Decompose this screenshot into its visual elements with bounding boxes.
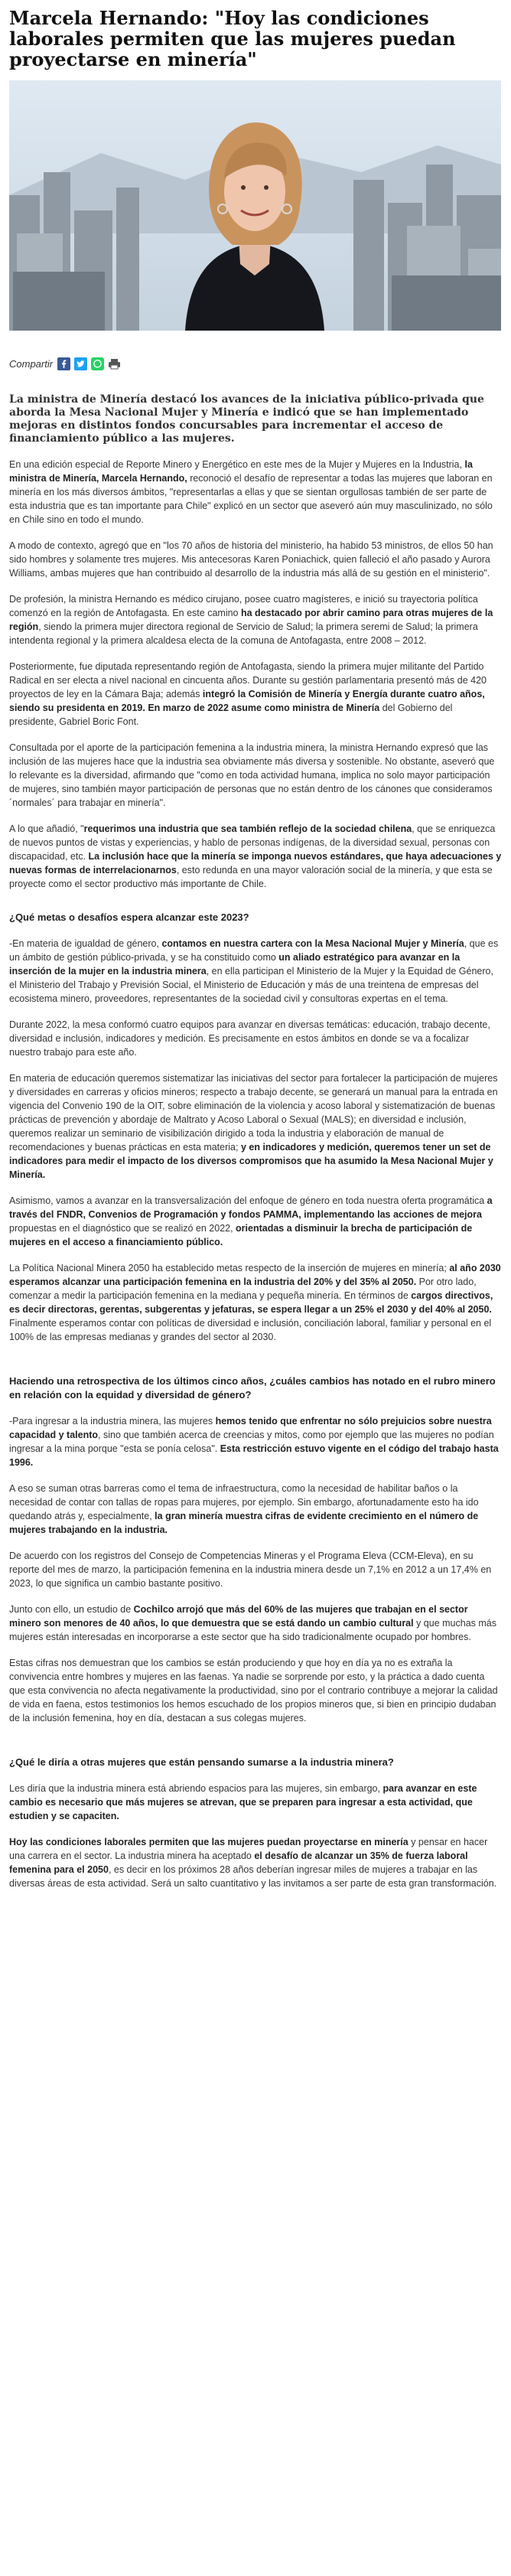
article-photo bbox=[9, 80, 501, 331]
paragraph: Consultada por el aporte de la participación femenina a la industria minera, la ministra Hernando expresó que las inclusión de las mujeres hace que la industria sea obviamente más diversa y sostenible. No obstante, aseveró que lo relevante es la diversidad, afirmando que "como en toda actividad humana, implica no solo mayor participación de mujeres, sino también mayor participación de personas que no están dentro de los cánones que consideramos ´normales´ para trabajar en minería". bbox=[9, 742, 495, 808]
question-heading: ¿Qué metas o desafíos espera alcanzar este 2023? bbox=[9, 911, 249, 923]
paragraph: A lo que añadió, "requerimos una industria que sea también reflejo de la sociedad chilena, que se enriquezca de nuevos puntos de vistas y experiencias, y hablo de personas indígenas, de la diversidad sexual, personas con discapacidad, etc. La inclusión hace que la minería se imponga nuevos estándares, que haya adecuaciones y nuevas formas de interrelacionarnos, esto redunda en una mayor valoración social de la minería, y que esta se proyecte como el sector productivo más importante de Chile. bbox=[9, 823, 502, 889]
paragraph: En una edición especial de Reporte Minero y Energético en este mes de la Mujer y Mujeres en la Industria, la ministra de Minería, Marcela Hernando, reconoció el desafío de representar a todas las mujeres que laboran en minería en los más diversos ámbitos, "representarlas a ellas y que se sientan orgullosas también de ser parte de esta industria que es tan importante para Chile" explicó en un sector que aseveró aún muy masculinizado, no sólo en Chile sino en todo el mundo. bbox=[9, 459, 493, 525]
paragraph: Hoy las condiciones laborales permiten que las mujeres puedan proyectarse en minería y pensar en hacer una carrera en el sector. La industria minera ha aceptado el desafío de alcanzar un 35% de fuerza laboral femenina para el 2050, es decir en los próximos 28 años deberían ingresar miles de mujeres a trabajar en las diversas áreas de esta actividad. Será un salto cuantitativo y las invitamos a ser parte de esta gran transformación. bbox=[9, 1837, 497, 1889]
paragraph: -Para ingresar a la industria minera, las mujeres hemos tenido que enfrentar no sólo prejuicios sobre nuestra capacidad y talento, sino que también acerca de creencias y mitos, como por ejemplo que las mujeres no podían ingresar a la mina porque "esta se ponía celosa". Esta restricción estuvo vigente en el código del trabajo hasta 1996. bbox=[9, 1416, 499, 1468]
paragraph: Estas cifras nos demuestran que los cambios se están produciendo y que hoy en día ya no es extraña la convivencia entre hombres y mujeres en las faenas. Ya nadie se sorprende por esto, y la práctica a dado cuenta que esta convivencia no afecta negativamente la productividad, sino por el contrario contribuye a mejorar la calidad de vida en faena, estos testimonios los hemos escuchado de los propios mineros que, si bien en principio dudaban de la inclusión femenina, hoy en día, destacan a sus colegas mujeres. bbox=[9, 1658, 498, 1723]
question-heading: Haciendo una retrospectiva de los últimos cinco años, ¿cuáles cambios has notado en el rubro minero en relación con la equidad y diversidad de género? bbox=[9, 1375, 496, 1400]
paragraph: A modo de contexto, agregó que en "los 70 años de historia del ministerio, ha habido 53 ministros, de ellos 50 han sido hombres y solamente tres mujeres. Mis antecesoras Karen Poniachick, quien falleció el año pasado y Aurora Williams, ambas mujeres que han contribuido al desarrollo de la industria más allá de su gestión en el ministerio". bbox=[9, 540, 493, 579]
paragraph: Junto con ello, un estudio de Cochilco arrojó que más del 60% de las mujeres que trabajan en el sector minero son menores de 40 años, lo que demuestra que se está dando un cambio cultural y que muchas más mujeres están interesadas en incorporarse a este sector que ha sido tradicionalmente ocupado por hombres. bbox=[9, 1604, 496, 1642]
portrait-illustration bbox=[9, 80, 501, 331]
article-title: Marcela Hernando: "Hoy las condiciones laborales permiten que las mujeres puedan proyectarse en minería" bbox=[9, 7, 456, 70]
article bbox=[0, 8, 511, 1890]
print-icon[interactable] bbox=[108, 357, 121, 370]
paragraph: -En materia de igualdad de género, contamos en nuestra cartera con la Mesa Nacional Mujer y Minería, que es un ámbito de gestión público-privada, y se ha constituido como un aliado estratégico para avanzar en la inserción de la mujer en la industria minera, en ella participan el Ministerio de la Mujer y la Equidad de Género, el Ministerio del Trabajo y Previsión Social, el Ministerio de Educación y más de una treintena de empresas del ecosistema minero, proveedores, representantes de la sociedad civil y consultoras expertas en el tema. bbox=[9, 938, 499, 1004]
paragraph: Asimismo, vamos a avanzar en la transversalización del enfoque de género en toda nuestra oferta programática a través del FNDR, Convenios de Programación y fondos PAMMA, implementando las acciones de mejora propuestas en el diagnóstico que se realizó en 2022, orientadas a disminuir la brecha de participación de mujeres en el acceso a financiamiento público. bbox=[9, 1195, 493, 1247]
share-label: Compartir bbox=[9, 357, 54, 370]
paragraph: La Política Nacional Minera 2050 ha establecido metas respecto de la inserción de mujeres en minería; al año 2030 esperamos alcanzar una participación femenina en la industria del 20% y del 35% al 2050. Por otro lado, comenzar a medir la participación femenina en la mediana y pequeña minería. En términos de cargos directivos, es decir directoras, gerentas, subgerentas y jefaturas, se espera llegar a un 25% el 2030 y del 40% al 2050. Finalmente esperamos contar con políticas de diversidad e inclusión, conciliación laboral, familiar y personal en el 100% de las empresas medianas y grandes del sector al 2030. bbox=[9, 1263, 501, 1342]
paragraph: Posteriormente, fue diputada representando región de Antofagasta, siendo la primera mujer militante del Partido Radical en ser electa a nivel nacional en cincuenta años. Durante su gestión parlamentaria presentó más de 420 proyectos de ley en la Cámara Baja; además integró la Comisión de Minería y Energía durante cuatro años, siendo su presidenta en 2019. En marzo de 2022 asume como ministra de Minería del Gobierno del presidente, Gabriel Boric Font. bbox=[9, 661, 487, 727]
paragraph: Durante 2022, la mesa conformó cuatro equipos para avanzar en diversas temáticas: educación, trabajo decente, diversidad e inclusión, indicadores y medición. Es precisamente en estos ámbitos en donde se va a focalizar nuestro trabajo para este año. bbox=[9, 1019, 490, 1058]
paragraph: De profesión, la ministra Hernando es médico cirujano, posee cuatro magísteres, e inició su trayectoria política comenzó en la región de Antofagasta. En este camino ha destacado por abrir camino para otras mujeres de la región, siendo la primera mujer directora regional de Servicio de Salud; la primera seremi de Salud; la primera intendenta regional y la primera alcaldesa electa de la comuna de Antofagasta, entre 2008 – 2012. bbox=[9, 594, 493, 646]
paragraph: De acuerdo con los registros del Consejo de Competencias Mineras y el Programa Eleva (CCM-Eleva), en su reporte del mes de marzo, la participación femenina en la industria minera desde un 7,1% en 2012 a un 17,4% en 2023, lo que significa un cambio bastante positivo. bbox=[9, 1550, 492, 1589]
paragraph: Les diría que la industria minera está abriendo espacios para las mujeres, sin embargo, para avanzar en este cambio es necesario que más mujeres se atrevan, que se preparen para ingresar a esta actividad, que estudien y se capaciten. bbox=[9, 1783, 477, 1821]
article-lead: La ministra de Minería destacó los avances de la iniciativa público-privada que aborda la Mesa Nacional Mujer y Minería e indicó que se han implementado mejoras en distintos fondos concursables para incrementar el acceso de financiamiento público a las mujeres. bbox=[9, 393, 484, 445]
twitter-icon[interactable] bbox=[74, 357, 87, 370]
paragraph: En materia de educación queremos sistematizar las iniciativas del sector para fortalecer la participación de mujeres y diversidades en carreras y oficios mineros; respecto a trabajo decente, se generará un manual para la entrada en vigencia del Convenio 190 de la OIT, sobre eliminación de la violencia y acoso laboral y sistematización de buenas prácticas de prevención y abordaje de Maltrato y Acoso Laboral o Sexual (MALS); en diversidad e inclusión, queremos realizar un seminario de visibilización dirigido a toda la industria y elaboración de manual de recomendaciones y buenas prácticas en esta materia; y en indicadores y medición, queremos tener un set de indicadores para medir el impacto de los diversos compromisos que ha asumido la Mesa Nacional Mujer y Minería. bbox=[9, 1073, 498, 1180]
question-heading: ¿Qué le diría a otras mujeres que están pensando sumarse a la industria minera? bbox=[9, 1756, 394, 1768]
facebook-icon[interactable] bbox=[57, 357, 70, 370]
paragraph: A eso se suman otras barreras como el tema de infraestructura, como la necesidad de habilitar baños o la necesidad de contar con tallas de ropas para mujeres, por ejemplo. Sin embargo, afortunadamente esto ha ido quedando atrás y, especialmente, la gran minería muestra cifras de evidente crecimiento en el número de mujeres trabajando en la industria. bbox=[9, 1483, 479, 1535]
share-bar bbox=[9, 354, 502, 373]
whatsapp-icon[interactable] bbox=[91, 357, 104, 370]
